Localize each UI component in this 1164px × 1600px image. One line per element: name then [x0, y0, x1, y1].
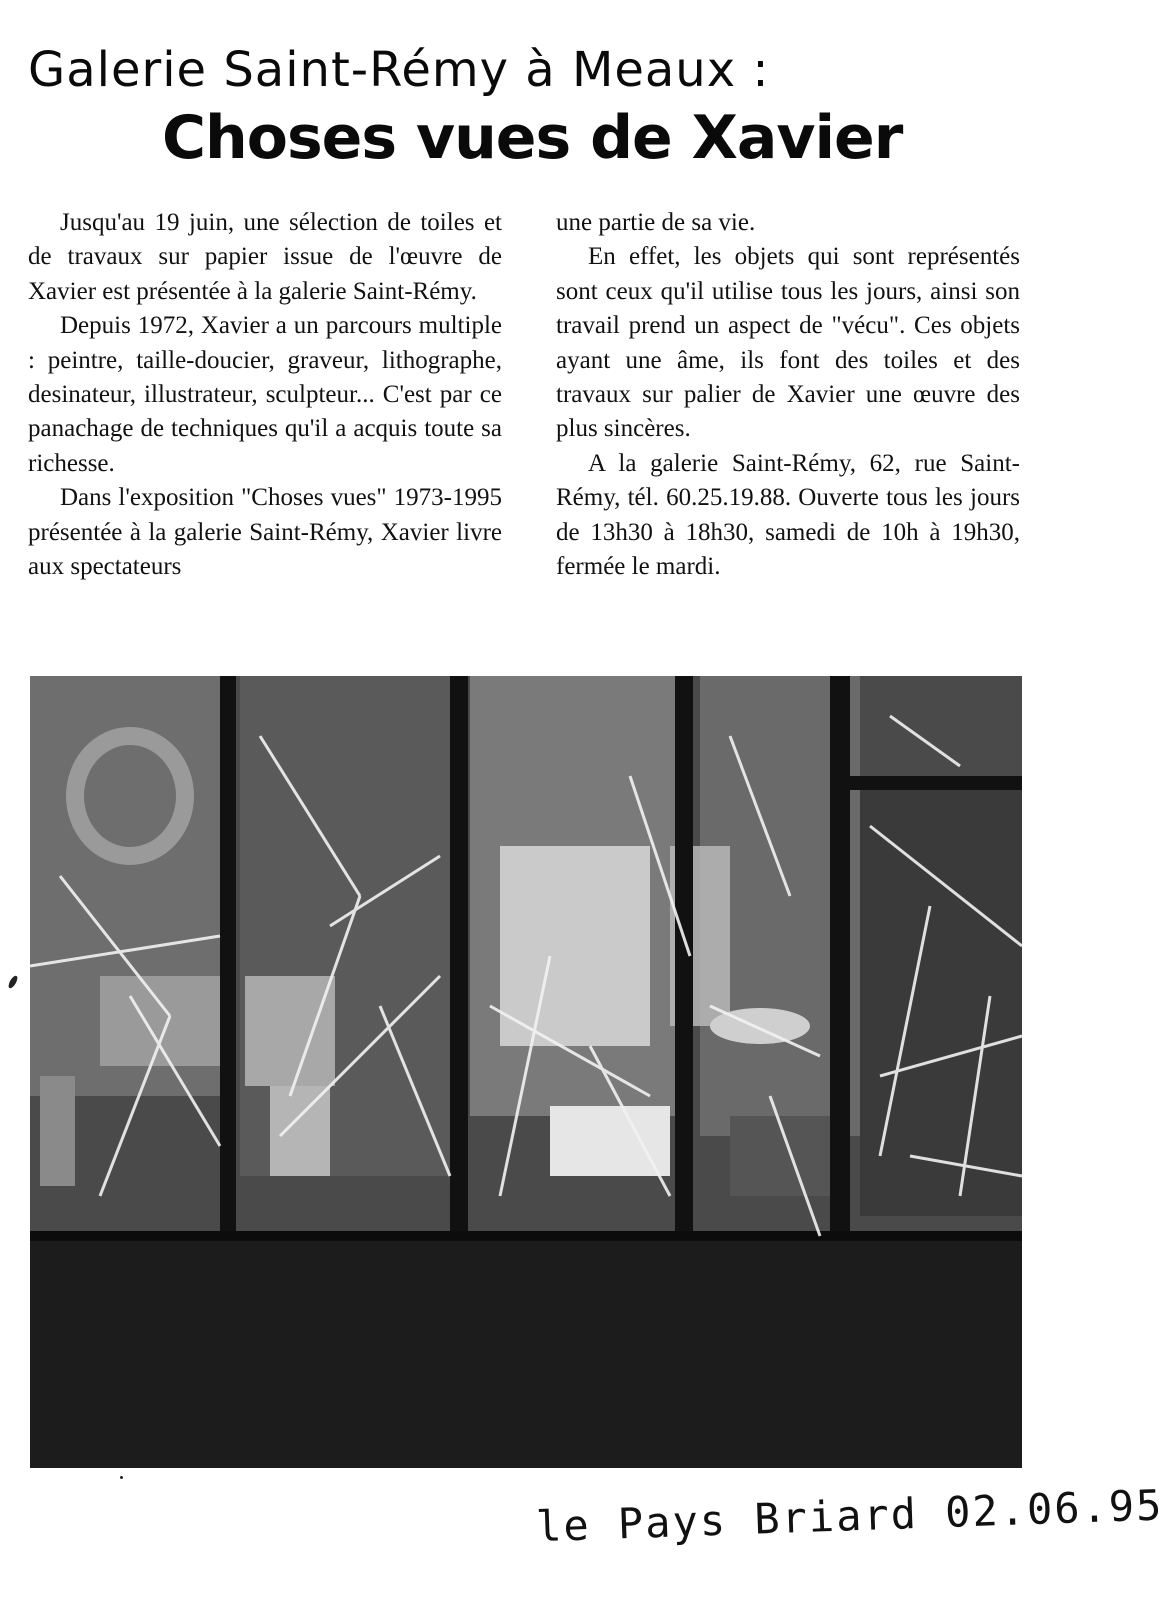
- paragraph: Dans l'exposition "Choses vues" 1973-1995 présentée à la galerie Saint-Rémy, Xavier livre aux spectateurs: [28, 484, 502, 581]
- article-column-right: [556, 206, 1020, 584]
- paragraph: Depuis 1972, Xavier a un parcours multiple : peintre, taille-doucier, graveur, lithographe, desinateur, illustrateur, sculpteur... C'est par ce panachage de techniques qu'il a acquis toute sa richesse.: [28, 312, 502, 477]
- paragraph: une partie de sa vie.: [556, 209, 756, 236]
- ink-speck: [7, 974, 19, 989]
- subheadline: Choses vues de Xavier: [162, 103, 903, 173]
- headline: Galerie Saint-Rémy à Meaux :: [28, 42, 770, 98]
- article-column-left: [28, 206, 502, 584]
- handwritten-source-signature: le Pays Briard 02.06.95: [535, 1480, 1164, 1552]
- artwork-image: [30, 676, 1022, 1468]
- paragraph: Jusqu'au 19 juin, une sélection de toiles et de travaux sur papier issue de l'œuvre de Xavier est présentée à la galerie Saint-Rémy.: [28, 209, 502, 305]
- paragraph: A la galerie Saint-Rémy, 62, rue Saint-Rémy, tél. 60.25.19.88. Ouverte tous les jours de 13h30 à 18h30, samedi de 10h à 19h30, fermée le mardi.: [556, 449, 1020, 581]
- paragraph: En effet, les objets qui sont représentés sont ceux qu'il utilise tous les jours, ainsi son travail prend un aspect de "vécu". Ces objets ayant une âme, ils font des toiles et des travaux sur palier de Xavier une œuvre des plus sincères.: [556, 243, 1020, 443]
- exhibition-photo: [30, 676, 1022, 1468]
- ink-speck: [120, 1476, 123, 1479]
